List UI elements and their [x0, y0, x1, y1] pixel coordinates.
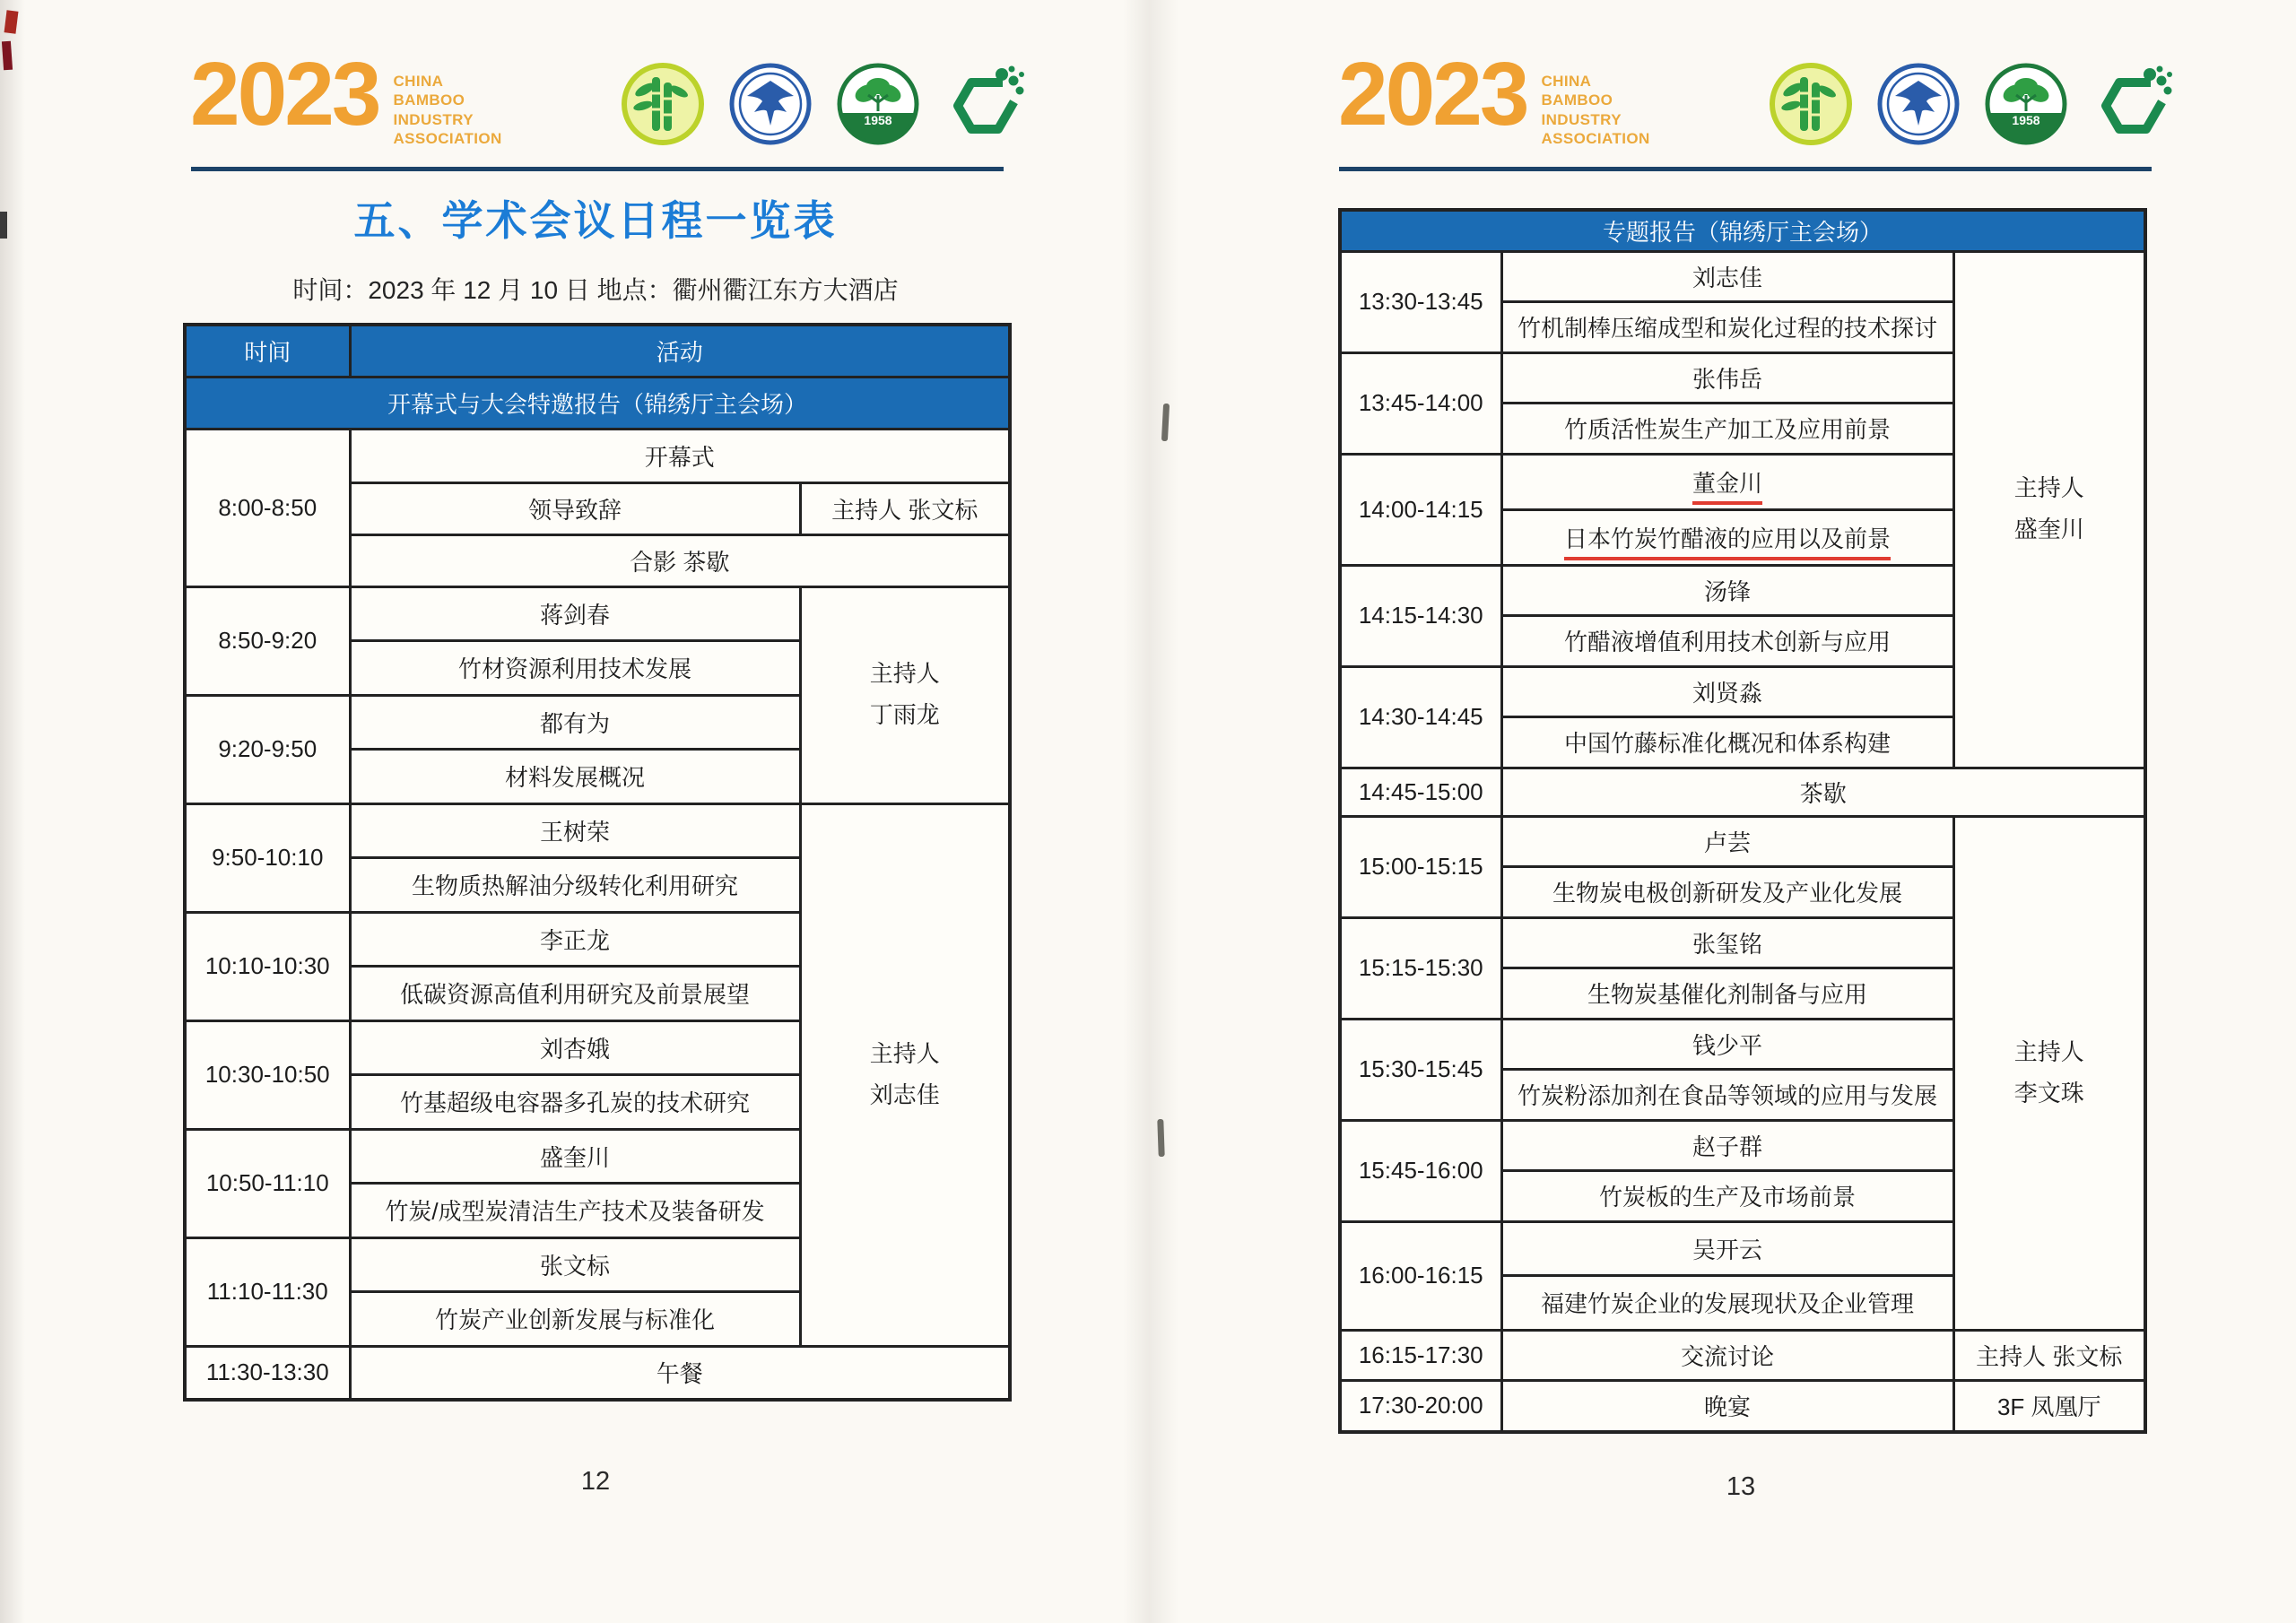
- partner-logos: [622, 63, 1027, 145]
- topic-cell: 福建竹炭企业的发展现状及企业管理: [1501, 1275, 1953, 1330]
- time-cell: 17:30-20:00: [1340, 1380, 1501, 1432]
- speaker-cell: 钱少平: [1501, 1019, 1953, 1069]
- staple-mark: [1157, 1119, 1164, 1157]
- header-divider: [1339, 167, 2152, 171]
- time-cell: 15:30-15:45: [1340, 1019, 1501, 1120]
- time-cell: 11:30-13:30: [185, 1346, 350, 1400]
- host-label: 主持人: [2013, 1037, 2084, 1065]
- brand-org-line: ASSOCIATION: [1541, 129, 1650, 147]
- partner-logos: [1770, 63, 2175, 145]
- topic-cell: 竹基超级电容器多孔炭的技术研究: [350, 1074, 800, 1129]
- scan-artifact-mark: [2, 41, 13, 71]
- time-cell: 9:20-9:50: [185, 695, 350, 803]
- time-cell: 13:30-13:45: [1340, 251, 1501, 352]
- activity-cell: 合影 茶歇: [350, 534, 1010, 586]
- brand-org-line: INDUSTRY: [1541, 110, 1622, 128]
- host-cell: [800, 586, 1010, 803]
- topic-cell: 竹炭/成型炭清洁生产技术及装备研发: [350, 1183, 800, 1237]
- time-cell: 14:15-14:30: [1340, 565, 1501, 666]
- schedule-table-morning: [183, 323, 1012, 1402]
- time-cell: 14:30-14:45: [1340, 666, 1501, 768]
- brand-year: 2023: [1338, 44, 1527, 144]
- time-cell: 16:00-16:15: [1340, 1221, 1501, 1330]
- brand-org-line: ASSOCIATION: [393, 129, 502, 147]
- section-header: 专题报告（锦绣厅主会场）: [1340, 210, 2145, 251]
- topic-cell: 生物炭电极创新研发及产业化发展: [1501, 866, 1953, 917]
- svg-text:1958: 1958: [2012, 113, 2040, 127]
- brand-org-line: BAMBOO: [393, 91, 465, 109]
- bamboo-association-logo-icon: [622, 63, 704, 145]
- topic-cell: 竹炭产业创新发展与标准化: [350, 1291, 800, 1346]
- time-cell: 15:00-15:15: [1340, 816, 1501, 917]
- time-cell: 8:00-8:50: [185, 429, 350, 586]
- host-cell: [1953, 251, 2145, 768]
- page-title: 五、学术会议日程一览表: [353, 197, 838, 244]
- brand-year: 2023: [190, 44, 379, 144]
- tree-1958-university-logo-icon: [1985, 63, 2067, 145]
- green-hexagon-logo-icon: [944, 63, 1027, 145]
- host-note-cell: 主持人 张文标: [1953, 1330, 2145, 1380]
- topic-cell: 低碳资源高值利用研究及前景展望: [350, 966, 800, 1020]
- host-label: 主持人: [869, 1039, 940, 1067]
- brand-header: [1338, 44, 1650, 148]
- speaker-cell: 盛奎川: [350, 1129, 800, 1183]
- section-header: 开幕式与大会特邀报告（锦绣厅主会场）: [185, 377, 1010, 429]
- time-cell: 9:50-10:10: [185, 803, 350, 912]
- activity-cell: 茶歇: [1501, 768, 2145, 816]
- topic-cell: 竹机制棒压缩成型和炭化过程的技术探讨: [1501, 301, 1953, 352]
- activity-cell: 晚宴: [1501, 1380, 1953, 1432]
- speaker-cell: 张玺铭: [1501, 917, 1953, 968]
- speaker-cell: 张文标: [350, 1237, 800, 1291]
- page-number: 13: [1726, 1472, 1756, 1501]
- topic-cell: 生物炭基催化剂制备与应用: [1501, 968, 1953, 1019]
- topic-cell: [1501, 509, 1953, 565]
- topic-cell: 竹炭板的生产及市场前景: [1501, 1170, 1953, 1221]
- activity-cell: 交流讨论: [1501, 1330, 1953, 1380]
- time-cell: 11:10-11:30: [185, 1237, 350, 1346]
- tree-1958-university-logo-icon: [837, 63, 919, 145]
- page-fold-shadow: [1123, 0, 1178, 1623]
- activity-cell: 领导致辞: [350, 482, 800, 534]
- host-name: 李文珠: [2013, 1079, 2084, 1107]
- topic-cell: 中国竹藤标准化概况和体系构建: [1501, 716, 1953, 768]
- topic-cell: 竹材资源利用技术发展: [350, 640, 800, 695]
- speaker-cell: 王树荣: [350, 803, 800, 857]
- column-header-activity: 活动: [350, 325, 1010, 377]
- blue-eagle-university-logo-icon: [1877, 63, 1960, 145]
- activity-cell: 午餐: [350, 1346, 1010, 1400]
- brand-org-name: [393, 72, 501, 148]
- speaker-cell: 刘贤淼: [1501, 666, 1953, 716]
- time-cell: 16:15-17:30: [1340, 1330, 1501, 1380]
- schedule-table-afternoon: [1338, 208, 2147, 1434]
- svg-text:1958: 1958: [864, 113, 892, 127]
- column-header-time: 时间: [185, 325, 350, 377]
- host-label: 主持人: [2013, 474, 2084, 502]
- speaker-cell: 蒋剑春: [350, 586, 800, 640]
- speaker-cell: 刘杏娥: [350, 1020, 800, 1074]
- header-divider: [191, 167, 1004, 171]
- speaker-cell: 汤锋: [1501, 565, 1953, 615]
- host-name: 盛奎川: [2013, 516, 2084, 542]
- host-note-cell: 主持人 张文标: [800, 482, 1010, 534]
- speaker-cell: 李正龙: [350, 912, 800, 966]
- blue-eagle-university-logo-icon: [729, 63, 812, 145]
- brand-header: [190, 44, 502, 148]
- host-name: 刘志佳: [869, 1081, 940, 1108]
- page-number: 12: [580, 1467, 611, 1496]
- brand-org-line: INDUSTRY: [393, 110, 474, 128]
- speaker-cell: 张伟岳: [1501, 352, 1953, 403]
- host-cell: [800, 803, 1010, 1346]
- underlined-topic: 日本竹炭竹醋液的应用以及前景: [1564, 525, 1891, 560]
- time-cell: 8:50-9:20: [185, 586, 350, 695]
- speaker-cell: [1501, 454, 1953, 509]
- speaker-cell: 卢芸: [1501, 816, 1953, 866]
- brand-org-line: BAMBOO: [1541, 91, 1613, 109]
- topic-cell: 材料发展概况: [350, 749, 800, 803]
- speaker-cell: 刘志佳: [1501, 251, 1953, 301]
- host-cell: [1953, 816, 2145, 1330]
- brand-org-name: [1541, 72, 1649, 148]
- green-hexagon-logo-icon: [2092, 63, 2175, 145]
- page-subtitle: 时间：2023 年 12 月 10 日 地点：衢州衢江东方大酒店: [292, 276, 899, 304]
- speaker-cell: 赵子群: [1501, 1120, 1953, 1170]
- time-cell: 10:10-10:30: [185, 912, 350, 1020]
- speaker-cell: 都有为: [350, 695, 800, 749]
- page-13: [1148, 0, 2296, 1623]
- topic-cell: 竹炭粉添加剂在食品等领域的应用与发展: [1501, 1069, 1953, 1120]
- venue-cell: 3F 凤凰厅: [1953, 1380, 2145, 1432]
- speaker-cell: 吴开云: [1501, 1221, 1953, 1275]
- brand-org-line: CHINA: [393, 73, 444, 90]
- brand-org-line: CHINA: [1541, 73, 1592, 90]
- scan-edge-shadow: [0, 0, 25, 1623]
- time-cell: 14:45-15:00: [1340, 768, 1501, 816]
- topic-cell: 竹醋液增值利用技术创新与应用: [1501, 615, 1953, 666]
- time-cell: 14:00-14:15: [1340, 454, 1501, 565]
- time-cell: 15:15-15:30: [1340, 917, 1501, 1019]
- host-name: 丁雨龙: [869, 701, 940, 728]
- host-label: 主持人: [869, 660, 940, 688]
- topic-cell: 生物质热解油分级转化利用研究: [350, 857, 800, 912]
- topic-cell: 竹质活性炭生产加工及应用前景: [1501, 403, 1953, 454]
- underlined-speaker: 董金川: [1692, 470, 1762, 505]
- time-cell: 10:50-11:10: [185, 1129, 350, 1237]
- scan-artifact-mark: [0, 212, 7, 239]
- activity-cell: 开幕式: [350, 429, 1010, 482]
- time-cell: 13:45-14:00: [1340, 352, 1501, 454]
- time-cell: 10:30-10:50: [185, 1020, 350, 1129]
- time-cell: 15:45-16:00: [1340, 1120, 1501, 1221]
- bamboo-association-logo-icon: [1770, 63, 1852, 145]
